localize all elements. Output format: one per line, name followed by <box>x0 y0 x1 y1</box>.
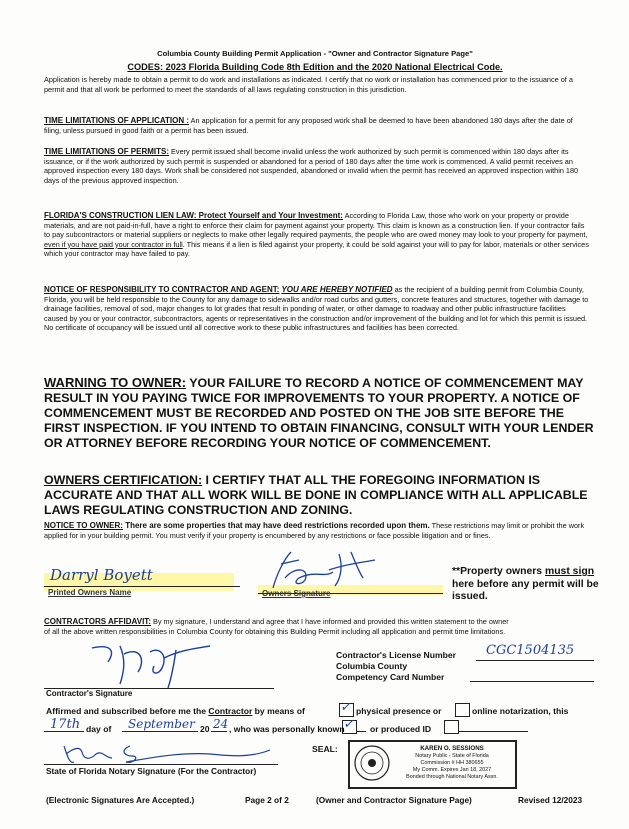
license-label: Contractor's License Number <box>336 650 456 660</box>
day-line <box>44 731 84 732</box>
warning-text: YOUR FAILURE TO RECORD A NOTICE OF COMMENCEMENT MAY RESULT IN YOU PAYING TWICE FOR IMPROVEMENTS TO YOUR PROPERTY. A NOTICE OF COMMENCEMENT MUST BE RECORDED AND POSTED ON THE JOB SITE BEFORE THE FIRST INSPECTION. IF YOU INTEND TO OBTAIN FINANCING, CONSULT WITH YOUR LENDER OR ATTORNEY BEFORE RECORDING YOUR NOTICE OF COMMENCEMENT. <box>44 376 594 450</box>
time-app-heading: TIME LIMITATIONS OF APPLICATION : <box>44 116 190 125</box>
month-line <box>122 731 198 732</box>
notary-signature-line <box>44 764 278 765</box>
competency-line <box>470 681 594 682</box>
notary-stamp <box>348 740 517 789</box>
lien-text-2: . This means if a lien is filed against your property, it could be sold against your will to pay for labor, materials or other services which your contractor may have failed to pay. <box>44 239 589 259</box>
affirm-prefix: Affirmed and subscribed before me the <box>46 706 209 716</box>
owners-cert-heading: OWNERS CERTIFICATION: <box>44 473 203 487</box>
lien-underlined: even if you have paid your contractor in full <box>44 239 183 249</box>
notice-to-owner <box>44 521 589 540</box>
notice-owner-text: These restrictions may limit or prohibit the work applied for in your building permit. You must verify if your property is encumbered by any restrictions or face possible litigation and or fines. <box>44 521 585 540</box>
contractor-signature[interactable] <box>80 640 240 690</box>
day-label: day of <box>86 724 112 734</box>
printed-name-label: Printed Owners Name <box>48 588 132 597</box>
month-value[interactable]: September <box>128 717 195 731</box>
produced-id-line <box>458 731 528 732</box>
warning-heading: WARNING TO OWNER: <box>44 375 187 390</box>
affirm-contractor: Contractor <box>208 706 253 716</box>
year-value[interactable]: 24 <box>213 717 229 731</box>
contractor-signature-label: Contractor's Signature <box>46 689 133 698</box>
stamp-name: KAREN O. SESSIONS <box>420 745 484 752</box>
footer-revised: Revised 12/2023 <box>518 795 583 805</box>
intro-paragraph: Application is hereby made to obtain a permit to do work and installations as indicated. I certify that no work or installation has commenced prior to the issuance of a permit and that all work be performed to meet the standards of all laws regulating construction in this jurisdiction. <box>44 75 573 94</box>
stamp-line-2: Notary Public - State of Florida <box>415 753 489 759</box>
produced-id-checkbox[interactable] <box>444 720 459 734</box>
online-notarization-checkbox[interactable] <box>455 703 470 717</box>
affirm-line <box>46 706 305 716</box>
codes-line: CODES: 2023 Florida Building Code 8th Edition and the 2020 National Electrical Code. <box>127 62 503 72</box>
license-number[interactable]: CGC1504135 <box>486 643 575 658</box>
footer-page: Page 2 of 2 <box>245 795 289 805</box>
online-label: online notarization, this <box>472 706 569 716</box>
footer-electronic: (Electronic Signatures Are Accepted.) <box>46 795 195 805</box>
time-permits-text: Every permit issued shall become invalid unless the work authorized by such permit is commenced within 180 days after its issuance, or if the work authorized by such permit is suspended or abandoned for a period of 180 days after the time work is commenced. A valid permit receives an approved inspection every 180 days. Work shall be considered not suspended, abandoned or invalid when the permit has received an approved inspection within 180 days of the previous approved inspection. <box>44 147 579 185</box>
year-line <box>211 731 227 732</box>
time-limit-permits <box>44 147 589 185</box>
warning-to-owner <box>44 375 594 451</box>
owner-signature-label: Owners Signature <box>262 589 331 598</box>
notified-text: YOU ARE HEREBY NOTIFIED <box>281 285 393 294</box>
time-permits-heading: TIME LIMITATIONS OF PERMITS: <box>44 147 170 156</box>
physical-check-mark: ✓ <box>340 700 351 715</box>
seal-label: SEAL: <box>312 744 338 754</box>
notary-seal-emblem <box>354 745 390 781</box>
known-label: , who was personally known <box>229 724 345 734</box>
stamp-line-5: Bonded through National Notary Assn. <box>406 774 498 780</box>
printed-name-line <box>44 586 240 587</box>
time-app-text: An application for a permit for any proposed work shall be deemed to have been abandoned 180 days after the date of filing, unless pursued in good faith or a permit has been issued. <box>44 116 573 135</box>
affirm-means: by means of <box>252 706 305 716</box>
physical-label: physical presence or <box>356 706 442 716</box>
owners-certification <box>44 473 594 518</box>
owners-cert-text: I CERTIFY THAT ALL THE FOREGOING INFORMATION IS ACCURATE AND THAT ALL WORK WILL BE DONE IN COMPLIANCE WITH ALL APPLICABLE LAWS REGULATING CONSTRUCTION AND ZONING. <box>44 473 588 517</box>
note-post: here before any permit will be issued. <box>452 578 599 602</box>
notice-owner-heading: NOTICE TO OWNER: <box>44 521 123 530</box>
county-label: Columbia County <box>336 661 408 671</box>
note-must: must sign <box>544 566 595 577</box>
day-value[interactable]: 17th <box>50 717 81 732</box>
owner-signature[interactable] <box>255 548 445 593</box>
known-check-mark: ✓ <box>343 717 354 732</box>
notice-resp-heading: NOTICE OF RESPONSIBILITY TO CONTRACTOR AND AGENT: <box>44 285 280 294</box>
contractors-affidavit <box>44 617 514 636</box>
affidavit-heading: CONTRACTORS AFFIDAVIT: <box>44 617 151 626</box>
notary-signature-label: State of Florida Notary Signature (For the Contractor) <box>46 766 257 776</box>
license-line <box>476 660 594 661</box>
footer-type: (Owner and Contractor Signature Page) <box>316 795 472 805</box>
affidavit-text: By my signature, I understand and agree that I have informed and provided this written statement to the owner of all the above written responsibilities in Columbia County for obtaining this Building Permit including all application and permit time limitations. <box>44 617 509 636</box>
known-line <box>356 731 366 732</box>
lien-text-1: According to Florida Law, those who work on your property or provide materials, and are not paid-in-full, have a right to enforce their claim for payment against your property. This claim is known as a construction lien. If your contractor fails to pay subcontractors or material suppliers or neglects to make other legally required payments, the people who are owed money may look to your property for payment, <box>44 211 588 240</box>
time-limit-application <box>44 116 589 135</box>
stamp-line-3: Commission # HH 380655 <box>420 760 484 766</box>
produced-label: or produced ID <box>370 724 432 734</box>
stamp-line-4: My Comm. Expires Jan 18, 2027 <box>412 767 492 773</box>
page-title: Columbia County Building Permit Application - "Owner and Contractor Signature Page" <box>157 49 473 58</box>
lien-heading: FLORIDA'S CONSTRUCTION LIEN LAW: Protect Yourself and Your Investment: <box>44 211 343 220</box>
notice-resp-text: as the recipient of a building permit from Columbia County, Florida, you will be held responsible to the County for any damage to sidewalks and/or road curbs and gutters, concrete features and structures, together with damage to drainage facilities, removal of sod, major changes to lot grades that result in ponding of water, or other damage to roadway and other public infrastructure facilities caused by you or your contractor, subcontractors, agents or representatives in the construction and/or improvement of the building and lot for which this permit is issued. No certificate of occupancy will be issued until all corrective work to these public infrastructures and facilities has been corrected. <box>44 285 589 333</box>
lien-law <box>44 211 589 259</box>
note-pre: **Property owners <box>452 566 545 577</box>
notice-responsibility <box>44 285 589 333</box>
owner-must-sign-note <box>452 566 612 604</box>
printed-owner-name[interactable]: Darryl Boyett <box>50 566 153 584</box>
notice-owner-bold: There are some properties that may have deed restrictions recorded upon them. <box>122 521 430 530</box>
year-prefix: 20 <box>200 724 210 734</box>
competency-label: Competency Card Number <box>336 672 445 682</box>
